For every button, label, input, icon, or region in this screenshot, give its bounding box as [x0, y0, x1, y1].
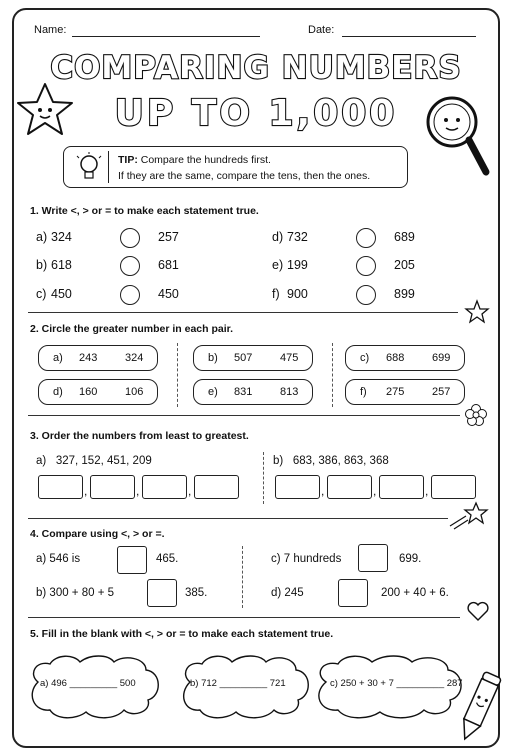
answer-box[interactable]: [379, 475, 424, 499]
divider: [177, 343, 178, 407]
title-line1: COMPARING NUMBERS: [50, 50, 462, 86]
tip-text1: Compare the hundreds first.: [137, 154, 271, 166]
tip-box: [63, 146, 408, 188]
pair-label: f): [360, 386, 367, 398]
pair-first[interactable]: 275: [386, 386, 405, 398]
answer-box[interactable]: [327, 475, 372, 499]
pair-second[interactable]: 475: [280, 352, 299, 364]
pair-label: c): [360, 352, 370, 364]
number-pair[interactable]: [38, 345, 158, 371]
order-a-numbers: [36, 455, 152, 467]
right-number: 450: [158, 287, 179, 301]
answer-box[interactable]: [38, 475, 83, 499]
left-number: 618: [51, 258, 72, 272]
answer-box[interactable]: [147, 579, 177, 607]
compare-b-right: 385.: [185, 587, 208, 599]
answer-circle[interactable]: [356, 256, 376, 276]
answer-box[interactable]: [338, 579, 368, 607]
compare-a-right: 465.: [156, 553, 179, 565]
left-number: 732: [287, 230, 308, 244]
answer-circle[interactable]: [356, 228, 376, 248]
section4-title: 4. Compare using <, > or =.: [30, 528, 165, 540]
answer-box[interactable]: [90, 475, 135, 499]
compare-c-left: c) 7 hundreds: [271, 553, 342, 565]
divider: [242, 546, 243, 608]
number-pair[interactable]: [345, 379, 465, 405]
left-number: 199: [287, 258, 308, 272]
compare-d-left: d) 245: [271, 587, 304, 599]
comma: ,: [136, 484, 140, 498]
name-label: Name:: [34, 24, 67, 36]
pair-first[interactable]: 243: [79, 352, 98, 364]
answer-box[interactable]: [275, 475, 320, 499]
comma: ,: [84, 484, 88, 498]
fill-c: c) 250 + 30 + 7 _________ 287: [330, 678, 463, 689]
comma: ,: [321, 484, 325, 498]
left-number: 450: [51, 287, 72, 301]
lightbulb-icon: [72, 151, 109, 183]
divider: [332, 343, 333, 407]
date-field[interactable]: [342, 36, 476, 37]
order-b-label: b): [273, 455, 284, 467]
heart-icon: [466, 600, 490, 622]
date-label: Date:: [308, 24, 335, 36]
magnifying-glass-icon: [422, 92, 494, 184]
compare-b-left: b) 300 + 80 + 5: [36, 587, 115, 599]
fill-a: a) 496 _________ 500: [40, 678, 136, 689]
right-number: 899: [394, 287, 415, 301]
item-label: c): [36, 287, 47, 301]
order-a-values: 327, 152, 451, 209: [55, 455, 152, 467]
fill-b: b) 712 _________ 721: [190, 678, 286, 689]
compare-a-left: a) 546 is: [36, 553, 81, 565]
pair-second[interactable]: 813: [280, 386, 299, 398]
tip-label: TIP:: [118, 154, 138, 166]
section1-title: 1. Write <, > or = to make each statement true.: [30, 205, 259, 217]
pair-second[interactable]: 324: [125, 352, 144, 364]
pair-second[interactable]: 699: [432, 352, 451, 364]
left-number: 900: [287, 287, 308, 301]
pair-label: d): [53, 386, 63, 398]
divider: [28, 312, 458, 313]
comma: ,: [373, 484, 377, 498]
divider: [28, 415, 460, 416]
item-label: e): [272, 258, 284, 272]
right-number: 257: [158, 230, 179, 244]
number-pair[interactable]: [193, 379, 313, 405]
answer-box[interactable]: [194, 475, 239, 499]
number-pair[interactable]: [193, 345, 313, 371]
answer-box[interactable]: [117, 546, 147, 574]
right-number: 205: [394, 258, 415, 272]
name-field[interactable]: [72, 36, 260, 37]
pair-first[interactable]: 831: [234, 386, 253, 398]
answer-circle[interactable]: [356, 285, 376, 305]
compare-d-right: 200 + 40 + 6.: [381, 587, 449, 599]
shooting-star-icon: [446, 500, 490, 530]
answer-box[interactable]: [358, 544, 388, 572]
divider: [28, 617, 460, 618]
pair-label: b): [208, 352, 218, 364]
pair-second[interactable]: 257: [432, 386, 451, 398]
left-number: 324: [51, 230, 72, 244]
section3-title: 3. Order the numbers from least to greatest.: [30, 430, 249, 442]
answer-circle[interactable]: [120, 256, 140, 276]
star-icon: [464, 299, 490, 325]
right-number: 689: [394, 230, 415, 244]
pair-first[interactable]: 507: [234, 352, 253, 364]
compare-c-right: 699.: [399, 553, 422, 565]
comma: ,: [188, 484, 192, 498]
right-number: 681: [158, 258, 179, 272]
answer-circle[interactable]: [120, 285, 140, 305]
item-label: a): [36, 230, 48, 244]
number-pair[interactable]: [345, 345, 465, 371]
comma: ,: [425, 484, 429, 498]
order-b-values: 683, 386, 863, 368: [292, 455, 389, 467]
answer-circle[interactable]: [120, 228, 140, 248]
flower-icon: [463, 402, 489, 428]
answer-box[interactable]: [142, 475, 187, 499]
item-label: f): [272, 287, 280, 301]
item-label: d): [272, 230, 284, 244]
divider: [263, 452, 264, 504]
order-a-label: a): [36, 455, 47, 467]
star-mascot-icon: [14, 80, 76, 140]
item-label: b): [36, 258, 48, 272]
section5-title: 5. Fill in the blank with <, > or = to make each statement true.: [30, 628, 334, 640]
tip-line2: If they are the same, compare the tens, then the ones.: [118, 170, 371, 182]
pair-first[interactable]: 160: [79, 386, 98, 398]
order-b-numbers: [273, 455, 389, 467]
pencil-mascot-icon: [456, 668, 502, 746]
pair-first[interactable]: 688: [386, 352, 405, 364]
section2-title: 2. Circle the greater number in each pair.: [30, 323, 234, 335]
pair-second[interactable]: 106: [125, 386, 144, 398]
tip-line1: [118, 154, 271, 166]
answer-box[interactable]: [431, 475, 476, 499]
pair-label: e): [208, 386, 218, 398]
pair-label: a): [53, 352, 63, 364]
divider: [28, 518, 448, 519]
title-line2: UP TO 1,000: [114, 93, 398, 134]
number-pair[interactable]: [38, 379, 158, 405]
